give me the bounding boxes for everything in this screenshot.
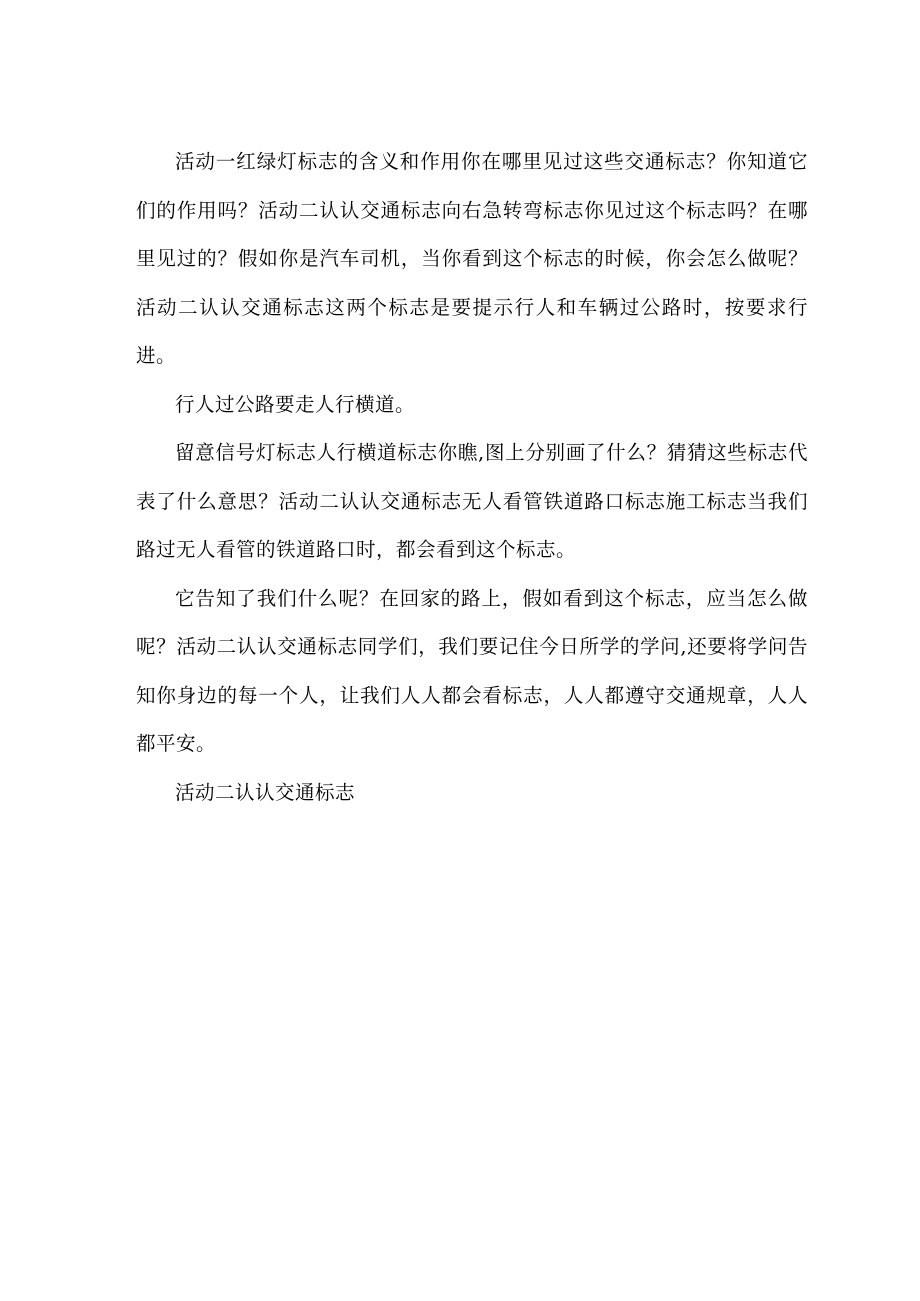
paragraph-2: 行人过公路要走人行横道。 — [175, 392, 416, 416]
paragraph-1: 活动一红绿灯标志的含义和作用你在哪里见过这些交通标志？你知道它们的作用吗？活动二认认交通标志向右急转弯标志你见过这个标志吗？在哪里见过的？假如你是汽车司机，当你看到这个标志的时候，你会怎么做呢？活动二认认交通标志这两个标志是要提示行人和车辆过公路时，按要求行进。 — [136, 150, 808, 367]
paragraph-5: 活动二认认交通标志 — [175, 780, 356, 804]
paragraph-4: 它告知了我们什么呢？在回家的路上，假如看到这个标志，应当怎么做呢？活动二认认交通标志同学们，我们要记住今日所学的学问,还要将学问告知你身边的每一个人，让我们人人都会看标志，人人都遵守交通规章，人人都平安。 — [136, 586, 808, 755]
document-body — [136, 138, 808, 817]
paragraph-3: 留意信号灯标志人行横道标志你瞧,图上分别画了什么？猜猜这些标志代表了什么意思？活动二认认交通标志无人看管铁道路口标志施工标志当我们路过无人看管的铁道路口时，都会看到这个标志。 — [136, 441, 808, 561]
